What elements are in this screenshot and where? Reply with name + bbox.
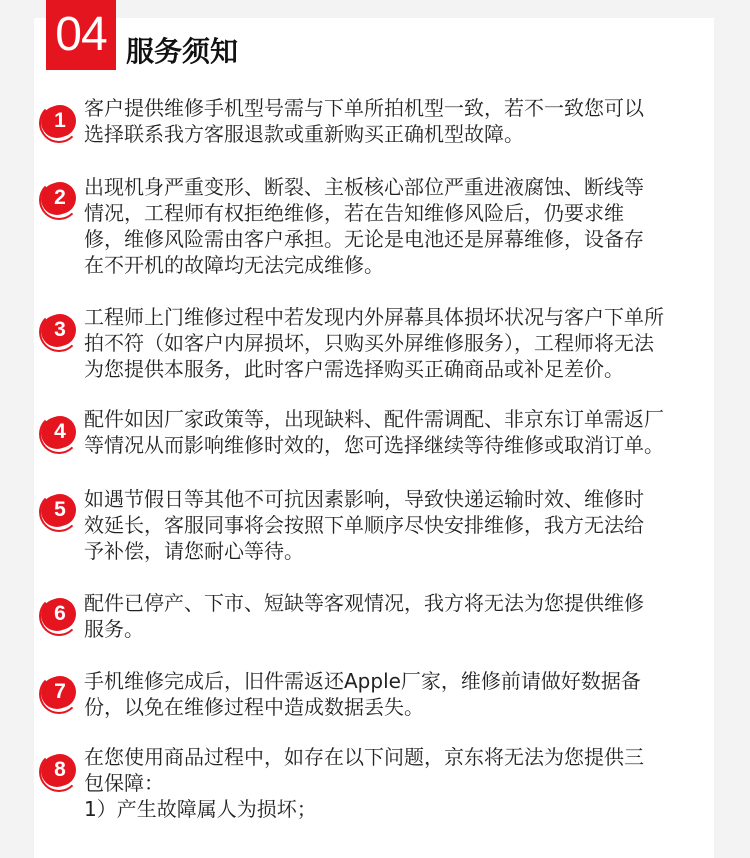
number-3-icon: 3 — [44, 314, 76, 346]
notice-text: 配件已停产、下市、短缺等客观情况，我方将无法为您提供维修 服务。 — [84, 591, 644, 641]
notice-item-5 — [40, 486, 710, 564]
notice-item-7 — [40, 668, 710, 720]
notice-item-3 — [40, 304, 710, 382]
section-title: 服务须知 — [126, 35, 239, 68]
notice-item-6 — [40, 590, 710, 642]
number-5-icon: 5 — [44, 494, 76, 526]
notice-item-4 — [40, 406, 710, 458]
notice-text: 工程师上门维修过程中若发现内外屏幕具体损坏状况与客户下单所 拍不符（如客户内屏损坏，只购买外屏维修服务），工程师将无法 为您提供本服务，此时客户需选择购买正确商品或补足差价。 — [84, 305, 664, 381]
number-8-icon: 8 — [44, 754, 76, 786]
section-number-badge: 04 — [46, 0, 116, 70]
number-6-icon: 6 — [44, 598, 76, 630]
number-2-icon: 2 — [44, 182, 76, 214]
number-4-icon: 4 — [44, 416, 76, 448]
number-7-icon: 7 — [44, 676, 76, 708]
notice-text: 手机维修完成后，旧件需返还Apple厂家，维修前请做好数据备 份，以免在维修过程中造成数据丢失。 — [84, 669, 641, 719]
notice-text: 客户提供维修手机型号需与下单所拍机型一致，若不一致您可以 选择联系我方客服退款或重新购买正确机型故障。 — [84, 96, 644, 146]
notice-text: 在您使用商品过程中，如存在以下问题，京东将无法为您提供三 包保障： 1）产生故障属人为损坏； — [84, 745, 644, 821]
notice-text: 出现机身严重变形、断裂、主板核心部位严重进液腐蚀、断线等 情况，工程师有权拒绝维修，若在告知维修风险后，仍要求维 修，维修风险需由客户承担。无论是电池还是屏幕维修，设备存 在不开机的故障均无法完成维修。 — [84, 175, 644, 277]
notice-text: 如遇节假日等其他不可抗因素影响，导致快递运输时效、维修时 效延长，客服同事将会按照下单顺序尽快安排维修，我方无法给 予补偿，请您耐心等待。 — [84, 487, 644, 563]
notice-item-8 — [40, 744, 710, 822]
notice-text: 配件如因厂家政策等，出现缺料、配件需调配、非京东订单需返厂 等情况从而影响维修时效的，您可选择继续等待维修或取消订单。 — [84, 407, 664, 457]
number-1-icon: 1 — [44, 105, 76, 137]
notice-item-2 — [40, 174, 710, 278]
notice-item-1 — [40, 95, 710, 147]
